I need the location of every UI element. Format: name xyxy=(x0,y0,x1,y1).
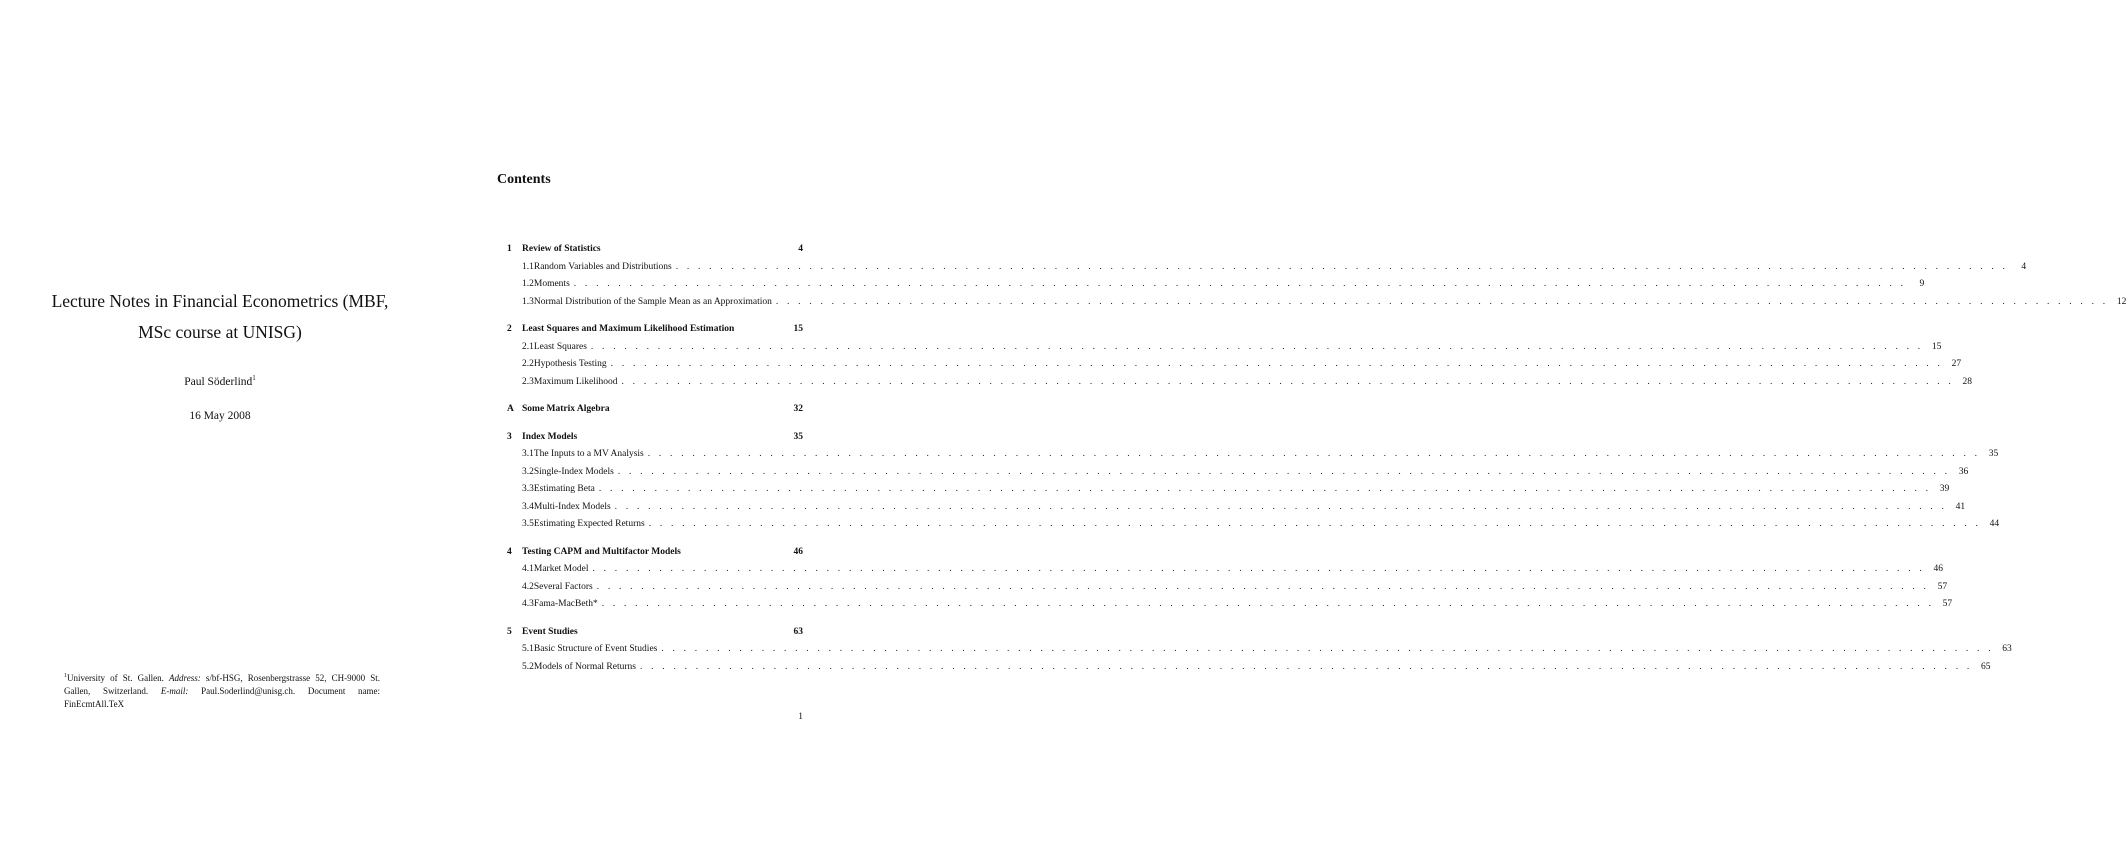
toc-dot-leader: . . . . . . . . . . . . . . . . . . . . . . . . . . . . . . . . . . . . . . . . . . . . . . . . . . . . . . . . . . . . . . . . . . . . . . . . . . . . . . . . . . . . . . . . . . . . . . . . . . . . . . . . . . . . . . . . . . . . . . . . xyxy=(610,359,1944,369)
toc-entry-title: Moments xyxy=(533,279,570,289)
toc-entry-number: 1 xyxy=(507,244,512,254)
toc-section-entry[interactable] xyxy=(507,279,1925,297)
toc-entry-page: 57 xyxy=(1937,581,1948,592)
toc-entry-number: 2.3 xyxy=(522,376,534,387)
toc-entry-number: 1.1 xyxy=(522,261,534,272)
toc-entry-number: 1.2 xyxy=(522,279,534,289)
toc-entry-page: 57 xyxy=(1942,599,1953,609)
toc-entry-number: 2.1 xyxy=(522,341,534,352)
toc-entry-page: 35 xyxy=(1988,449,1999,459)
document-title xyxy=(40,286,400,348)
toc-section-entry[interactable] xyxy=(507,644,2012,662)
footnote-email-and-document: Paul.Soderlind@unisg.ch. Document name: FinEcmtAll.TeX xyxy=(64,686,381,709)
toc-entry-title: Models of Normal Returns xyxy=(533,661,636,672)
toc-dot-leader: . . . . . . . . . . . . . . . . . . . . . . . . . . . . . . . . . . . . . . . . . . . . . . . . . . . . . . . . . . . . . . . . . . . . . . . . . . . . . . . . . . . . . . . . . . . . . . . . . . . . . . . . . . . . . . . . . . . . . . . . xyxy=(614,501,1948,512)
toc-chapter-entry[interactable] xyxy=(507,432,803,450)
toc-entry-number: 3.5 xyxy=(522,519,534,529)
toc-entry-page: 46 xyxy=(793,546,803,557)
toc-entry-title: Least Squares and Maximum Likelihood Estimation xyxy=(522,324,735,334)
toc-entry-number: 5.1 xyxy=(522,644,534,654)
toc-entry-number: 5.2 xyxy=(522,661,534,672)
toc-dot-leader: . . . . . . . . . . . . . . . . . . . . . . . . . . . . . . . . . . . . . . . . . . . . . . . . . . . . . . . . . . . . . . . . . . . . . . . . . . . . . . . . . . . . . . . . . . . . . . . . . . . . . . . . . . . . . . . . . . . . . . . . xyxy=(592,564,1925,574)
toc-dot-leader: . . . . . . . . . . . . . . . . . . . . . . . . . . . . . . . . . . . . . . . . . . . . . . . . . . . . . . . . . . . . . . . . . . . . . . . . . . . . . . . . . . . . . . . . . . . . . . . . . . . . . . . . . . . . . . . . . . . . . . . . xyxy=(590,341,1924,352)
toc-entry-title: Index Models xyxy=(522,431,578,442)
toc-section-entry[interactable] xyxy=(507,661,1991,680)
toc-chapter xyxy=(507,431,2000,537)
toc-entry-number: 4.1 xyxy=(522,564,534,574)
contents-heading: Contents xyxy=(497,172,551,187)
toc-entry-title: Event Studies xyxy=(522,626,578,637)
toc-entry-number: A xyxy=(507,404,514,414)
footnote-email-label: E-mail: xyxy=(160,686,189,696)
toc-entry-title: Single-Index Models xyxy=(533,466,614,477)
title-line-1: Lecture Notes in Financial Econometrics (MBF, xyxy=(51,291,389,311)
footnote-address-label: Address: xyxy=(169,673,201,683)
toc-entry-page: 46 xyxy=(1933,564,1943,574)
toc-section-entry[interactable] xyxy=(507,359,1962,377)
toc-section-entry[interactable] xyxy=(507,376,1972,395)
toc-dot-leader: . . . . . . . . . . . . . . . . . . . . . . . . . . . . . . . . . . . . . . . . . . . . . . . . . . . . . . . . . . . . . . . . . . . . . . . . . . . . . . . . . . . . . . . . . . . . . . . . . . . . . . . . . . . . . . . . . . . . . . . . xyxy=(640,661,1973,672)
document-date: 16 May 2008 xyxy=(189,410,251,422)
toc-chapter-entry[interactable] xyxy=(507,244,803,262)
page-number: 1 xyxy=(798,712,803,722)
footnote xyxy=(64,670,380,711)
toc-chapter-entry[interactable] xyxy=(507,404,803,422)
toc-dot-leader: . . . . . . . . . . . . . . . . . . . . . . . . . . . . . . . . . . . . . . . . . . . . . . . . . . . . . . . . . . . . . . . . . . . . . . . . . . . . . . . . . . . . . . . . . . . . . . . . . . . . . . . . . . . . . . . . . . . . . . . . xyxy=(617,466,1951,477)
title-page xyxy=(0,0,435,842)
toc-entry-title: Market Model xyxy=(533,564,589,574)
toc-entry-number: 2.2 xyxy=(522,359,534,369)
toc-dot-leader: . . . . . . . . . . . . . . . . . . . . . . . . . . . . . . . . . . . . . . . . . . . . . . . . . . . . . . . . . . . . . . . . . . . . . . . . . . . . . . . . . . . . . . . . . . . . . . . . . . . . . . . . . . . . . . . . . . . . . . . . xyxy=(648,519,1982,529)
toc-section-entry[interactable] xyxy=(507,466,1969,485)
toc-chapter-entry[interactable] xyxy=(507,547,803,565)
author-name: Paul Söderlind xyxy=(184,375,253,388)
toc-entry-page: 39 xyxy=(1939,484,1950,494)
toc-dot-leader: . . . . . . . . . . . . . . . . . . . . . . . . . . . . . . . . . . . . . . . . . . . . . . . . . . . . . . . . . . . . . . . . . . . . . . . . . . . . . . . . . . . . . . . . . . . . . . . . . . . . . . . . . . . . . . . . . . . . . . . . xyxy=(647,449,1981,459)
toc-entry-page: 4 xyxy=(2021,261,2027,272)
toc-entry-page: 15 xyxy=(1931,341,1942,352)
toc-chapter xyxy=(507,626,2012,680)
toc-entry-page: 12 xyxy=(2116,296,2126,307)
toc-entry-page: 9 xyxy=(1919,279,1925,289)
toc-entry-title: Several Factors xyxy=(533,581,593,592)
toc-entry-page: 4 xyxy=(798,244,803,254)
toc-chapter xyxy=(507,324,1972,394)
toc-chapter xyxy=(507,244,2126,314)
toc-entry-title: The Inputs to a MV Analysis xyxy=(533,449,644,459)
toc-dot-leader: . . . . . . . . . . . . . . . . . . . . . . . . . . . . . . . . . . . . . . . . . . . . . . . . . . . . . . . . . . . . . . . . . . . . . . . . . . . . . . . . . . . . . . . . . . . . . . . . . . . . . . . . . . . . . . . . . . . . . . . . xyxy=(661,644,1994,654)
toc-entry-page: 27 xyxy=(1951,359,1962,369)
toc-entry-number: 3.2 xyxy=(522,466,534,477)
toc-entry-number: 3 xyxy=(507,431,512,442)
toc-entry-page: 28 xyxy=(1962,376,1972,387)
toc-entry-title: Testing CAPM and Multifactor Models xyxy=(522,546,681,557)
toc-section-entry[interactable] xyxy=(507,564,1943,582)
title-line-2: MSc course at UNISG) xyxy=(138,322,302,342)
toc-entry-page: 15 xyxy=(793,324,803,334)
toc-entry-number: 4.3 xyxy=(522,599,534,609)
toc-entry-title: Multi-Index Models xyxy=(533,501,611,512)
toc-entry-title: Maximum Likelihood xyxy=(533,376,618,387)
toc-entry-page: 44 xyxy=(1989,519,2000,529)
toc-entry-number: 3.4 xyxy=(522,501,534,512)
toc-section-entry[interactable] xyxy=(507,296,2126,315)
toc-entry-title: Estimating Expected Returns xyxy=(533,519,645,529)
toc-section-entry[interactable] xyxy=(507,484,1950,502)
toc-dot-leader: . . . . . . . . . . . . . . . . . . . . . . . . . . . . . . . . . . . . . . . . . . . . . . . . . . . . . . . . . . . . . . . . . . . . . . . . . . . . . . . . . . . . . . . . . . . . . . . . . . . . . . . . . . . . . . . . . . . . . . . . xyxy=(598,484,1932,494)
toc-section-entry[interactable] xyxy=(507,261,2027,280)
toc-entry-number: 3.1 xyxy=(522,449,534,459)
toc-entry-number: 4 xyxy=(507,546,512,557)
toc-chapter xyxy=(507,546,1953,617)
author-footnote-mark: 1 xyxy=(252,374,256,382)
toc-entry-number: 3.3 xyxy=(522,484,534,494)
toc-entry-page: 63 xyxy=(2002,644,2012,654)
toc-chapter-entry[interactable] xyxy=(507,627,803,645)
toc-entry-number: 2 xyxy=(507,324,512,334)
toc-section-entry[interactable] xyxy=(507,581,1948,600)
toc-entry-page: 35 xyxy=(793,431,803,442)
toc-dot-leader: . . . . . . . . . . . . . . . . . . . . . . . . . . . . . . . . . . . . . . . . . . . . . . . . . . . . . . . . . . . . . . . . . . . . . . . . . . . . . . . . . . . . . . . . . . . . . . . . . . . . . . . . . . . . . . . . . . . . . . . . xyxy=(675,261,2009,272)
toc-chapter-entry[interactable] xyxy=(507,324,803,342)
toc-dot-leader: . . . . . . . . . . . . . . . . . . . . . . . . . . . . . . . . . . . . . . . . . . . . . . . . . . . . . . . . . . . . . . . . . . . . . . . . . . . . . . . . . . . . . . . . . . . . . . . . . . . . . . . . . . . . . . . . . . . . . . . . xyxy=(601,599,1935,609)
toc-dot-leader: . . . . . . . . . . . . . . . . . . . . . . . . . . . . . . . . . . . . . . . . . . . . . . . . . . . . . . . . . . . . . . . . . . . . . . . . . . . . . . . . . . . . . . . . . . . . . . . . . . . . . . . . . . . . . . . . . . . . . . . . xyxy=(775,296,2109,307)
toc-entry-page: 32 xyxy=(793,404,803,414)
footnote-affiliation: University of St. Gallen. xyxy=(67,673,170,683)
toc-entry-page: 63 xyxy=(793,626,803,637)
toc-entry-title: Hypothesis Testing xyxy=(533,359,607,369)
toc-section-entry[interactable] xyxy=(507,449,1999,467)
toc-entry-title: Basic Structure of Event Studies xyxy=(533,644,658,654)
toc-section-entry[interactable] xyxy=(507,341,1942,360)
table-of-contents xyxy=(507,244,2126,689)
footnote-mark: 1 xyxy=(64,673,67,679)
toc-entry-number: 4.2 xyxy=(522,581,534,592)
author xyxy=(40,374,400,388)
toc-section-entry[interactable] xyxy=(507,599,1953,617)
toc-entry-title: Review of Statistics xyxy=(522,244,601,254)
toc-entry-page: 41 xyxy=(1955,501,1966,512)
toc-entry-title: Fama-MacBeth* xyxy=(533,599,598,609)
toc-entry-title: Least Squares xyxy=(533,341,587,352)
toc-entry-title: Some Matrix Algebra xyxy=(522,404,610,414)
contents-page xyxy=(435,0,2126,842)
toc-entry-number: 1.3 xyxy=(522,296,534,307)
toc-dot-leader: . . . . . . . . . . . . . . . . . . . . . . . . . . . . . . . . . . . . . . . . . . . . . . . . . . . . . . . . . . . . . . . . . . . . . . . . . . . . . . . . . . . . . . . . . . . . . . . . . . . . . . . . . . . . . . . . . . . . . . . . xyxy=(596,581,1930,592)
toc-dot-leader: . . . . . . . . . . . . . . . . . . . . . . . . . . . . . . . . . . . . . . . . . . . . . . . . . . . . . . . . . . . . . . . . . . . . . . . . . . . . . . . . . . . . . . . . . . . . . . . . . . . . . . . . . . . . . . . . . . . . . . . . xyxy=(573,279,1907,289)
toc-section-entry[interactable] xyxy=(507,501,1966,520)
toc-entry-page: 36 xyxy=(1958,466,1969,477)
toc-entry-title: Normal Distribution of the Sample Mean as an Approximation xyxy=(533,296,772,307)
toc-section-entry[interactable] xyxy=(507,519,2000,537)
toc-dot-leader: . . . . . . . . . . . . . . . . . . . . . . . . . . . . . . . . . . . . . . . . . . . . . . . . . . . . . . . . . . . . . . . . . . . . . . . . . . . . . . . . . . . . . . . . . . . . . . . . . . . . . . . . . . . . . . . . . . . . . . . . xyxy=(621,376,1954,387)
footnote-address: s/bf-HSG, Rosenbergstrasse 52, CH-9000 St. Gallen, Switzerland. xyxy=(64,673,380,696)
toc-chapter xyxy=(507,404,803,422)
toc-entry-title: Estimating Beta xyxy=(533,484,595,494)
toc-entry-number: 5 xyxy=(507,626,512,637)
toc-entry-title: Random Variables and Distributions xyxy=(533,261,672,272)
toc-entry-page: 65 xyxy=(1980,661,1991,672)
